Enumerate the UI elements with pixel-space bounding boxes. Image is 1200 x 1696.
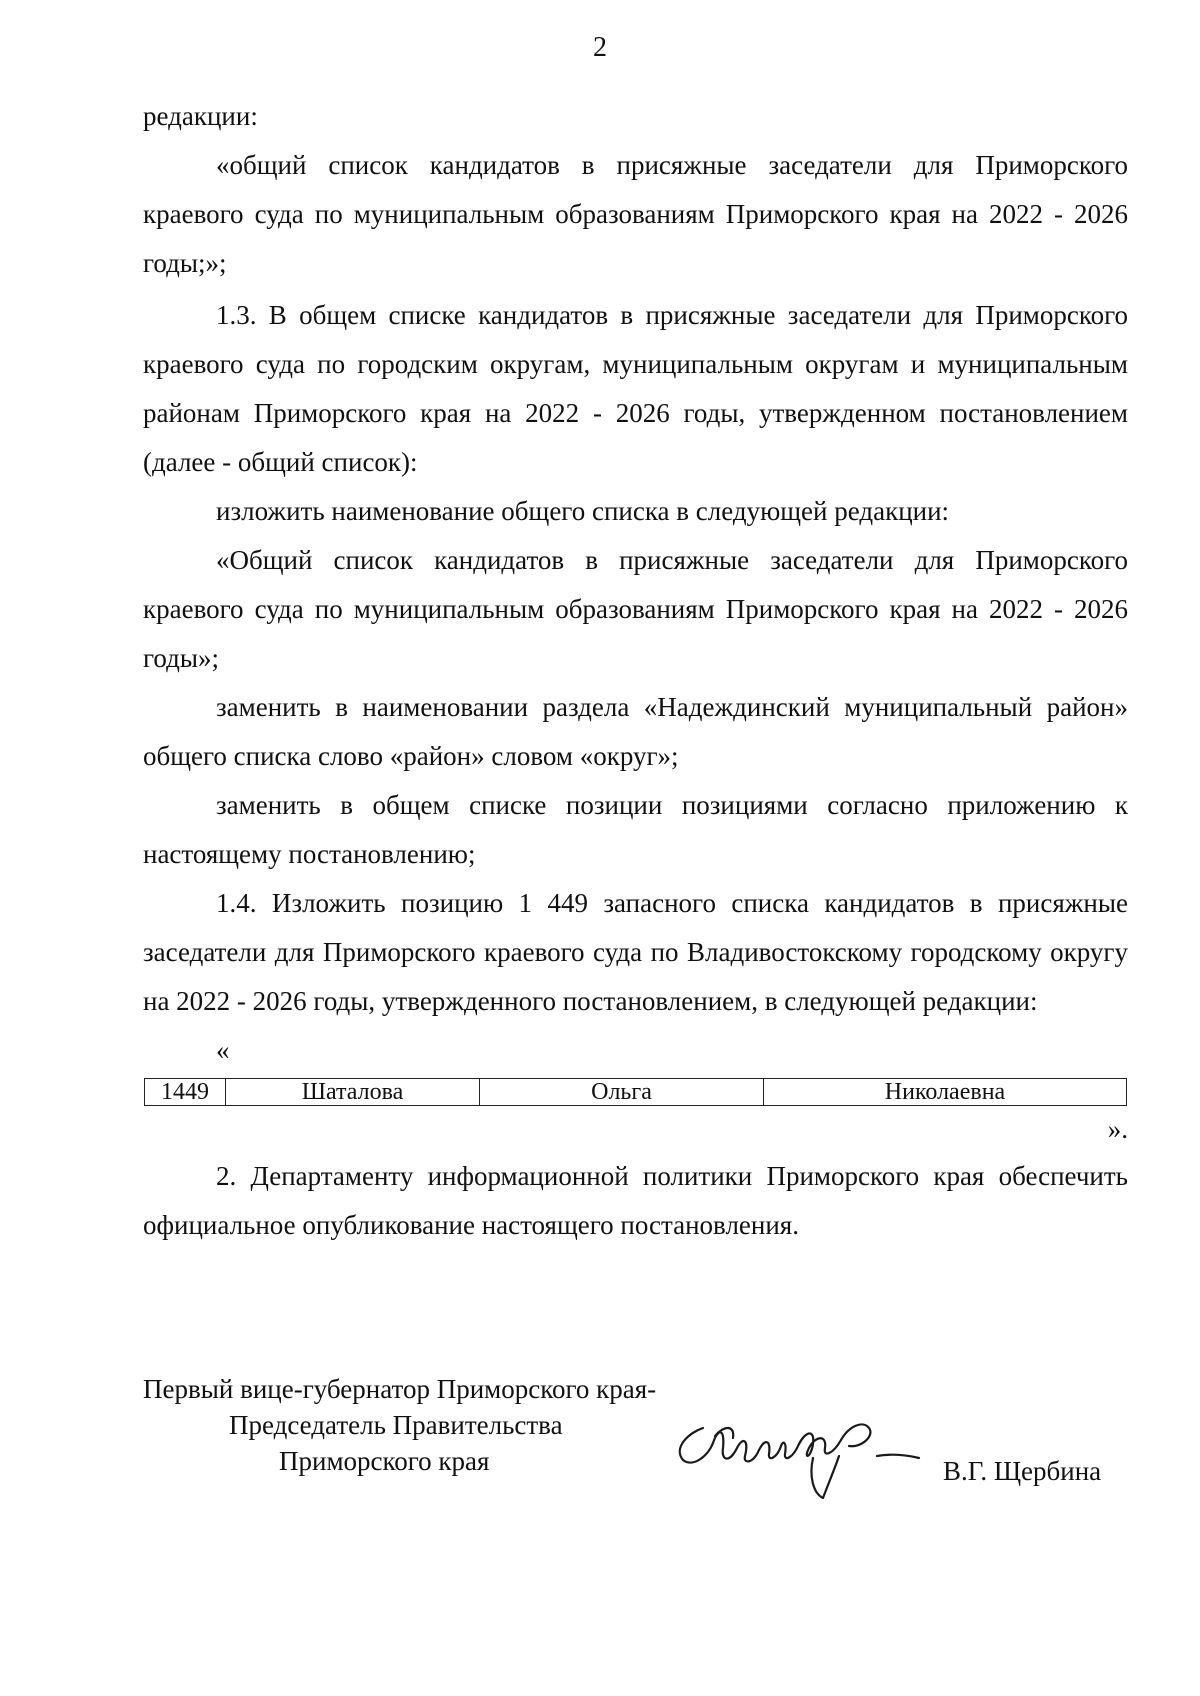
table-row bbox=[145, 1079, 1127, 1106]
paragraph-2: «общий список кандидатов в присяжные заседатели для Приморского краевого суда по муниципальным образованиям Приморского края на 2022 - 2026 годы;»; bbox=[143, 150, 1128, 278]
paragraph-8: 1.4. Изложить позицию 1 449 запасного списка кандидатов в присяжные заседатели для Приморского краевого суда по Владивостокскому городскому округу на 2022 - 2026 годы, утвержденного постановлением, в следующей редакции: bbox=[143, 888, 1128, 1016]
table-cell-patronymic: Николаевна bbox=[764, 1079, 1127, 1106]
signature-block bbox=[143, 1374, 1128, 1514]
signatory-name: В.Г. Щербина bbox=[943, 1456, 1102, 1486]
paragraph-7: заменить в общем списке позиции позициями согласно приложению к настоящему постановлению; bbox=[143, 790, 1128, 869]
open-quote-mark: « bbox=[216, 1035, 230, 1065]
page-number: 2 bbox=[593, 32, 607, 63]
paragraph-5: «Общий список кандидатов в присяжные заседатели для Приморского краевого суда по муниципальным образованиям Приморского края на 2022 - 2026 годы»; bbox=[143, 545, 1128, 673]
paragraph-3: 1.3. В общем списке кандидатов в присяжные заседатели для Приморского краевого суда по городским округам, муниципальным округам и муниципальным районам Приморского края на 2022 - 2026 годы, утвержденном постановлением (далее - общий список): bbox=[143, 300, 1128, 477]
table-cell-first-name: Ольга bbox=[480, 1079, 764, 1106]
paragraph-4: изложить наименование общего списка в следующей редакции: bbox=[216, 496, 950, 526]
document-body bbox=[143, 92, 1128, 1250]
paragraph-6: заменить в наименовании раздела «Надеждинский муниципальный район» общего списка слово «район» словом «округ»; bbox=[143, 692, 1128, 771]
paragraph-9: 2. Департаменту информационной политики Приморского края обеспечить официальное опубликование настоящего постановления. bbox=[143, 1161, 1128, 1240]
table-cell-surname: Шаталова bbox=[226, 1079, 480, 1106]
signatory-title-line-3: Приморского края bbox=[279, 1446, 490, 1476]
close-quote: ». bbox=[1107, 1114, 1128, 1144]
paragraph-1: редакции: bbox=[143, 101, 258, 131]
table-cell-number: 1449 bbox=[145, 1079, 226, 1106]
reserve-list-table bbox=[144, 1078, 1127, 1106]
handwritten-signature bbox=[663, 1398, 923, 1508]
signatory-title-line-1: Первый вице-губернатор Приморского края- bbox=[143, 1374, 657, 1404]
open-quote bbox=[143, 1026, 1128, 1075]
signatory-title-line-2: Председатель Правительства bbox=[229, 1410, 563, 1440]
